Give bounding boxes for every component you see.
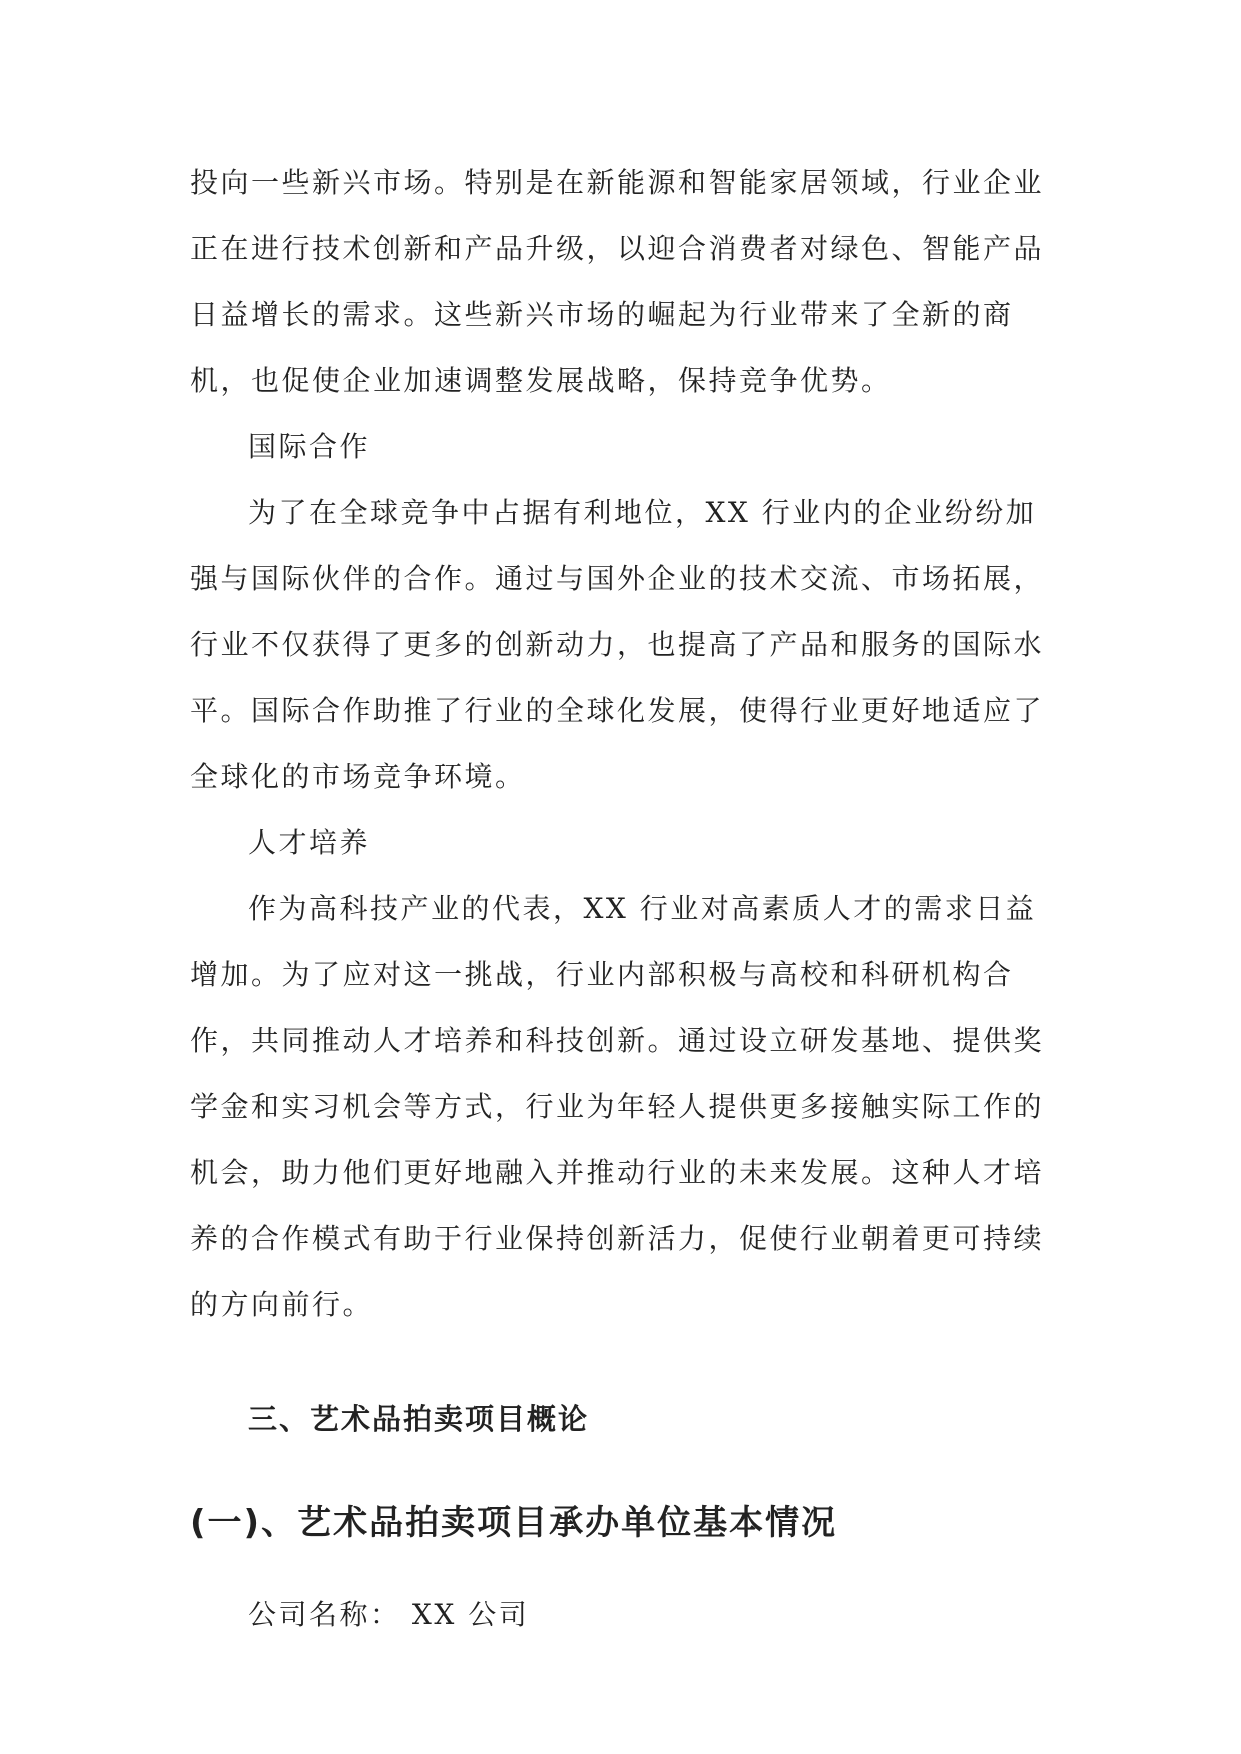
heading-international-cooperation: 国际合作 <box>248 430 371 463</box>
company-name-line <box>190 1595 1056 1635</box>
heading-talent-training: 人才培养 <box>248 826 371 859</box>
paragraph-emerging-markets: 投向一些新兴市场。特别是在新能源和智能家居领域，行业企业正在进行技术创新和产品升级，以迎合消费者对绿色、智能产品日益增长的需求。这些新兴市场的崛起为行业带来了全新的商机，也促使企业加速调整发展战略，保持竞争优势。 <box>190 166 1045 397</box>
paragraph-talent-training: 作为高科技产业的代表，XX 行业对高素质人才的需求日益增加。为了应对这一挑战，行业内部积极与高校和科研机构合作，共同推动人才培养和科技创新。通过设立研发基地、提供奖学金和实习机会等方式，行业为年轻人提供更多接触实际工作的机会，助力他们更好地融入并推动行业的未来发展。这种人才培养的合作模式有助于行业保持创新活力，促使行业朝着更可持续的方向前行。 <box>190 892 1045 1321</box>
company-name-value: XX 公司 <box>411 1598 530 1631</box>
subsection-heading-host-unit: (一)、艺术品拍卖项目承办单位基本情况 <box>190 1503 838 1543</box>
document-content <box>190 150 1056 1635</box>
section-heading-project-overview: 三、艺术品拍卖项目概论 <box>248 1402 590 1436</box>
company-name-label: 公司名称： <box>248 1598 401 1631</box>
paragraph-international-cooperation: 为了在全球竞争中占据有利地位，XX 行业内的企业纷纷加强与国际伙伴的合作。通过与国外企业的技术交流、市场拓展，行业不仅获得了更多的创新动力，也提高了产品和服务的国际水平。国际合作助推了行业的全球化发展，使得行业更好地适应了全球化的市场竞争环境。 <box>190 496 1045 793</box>
